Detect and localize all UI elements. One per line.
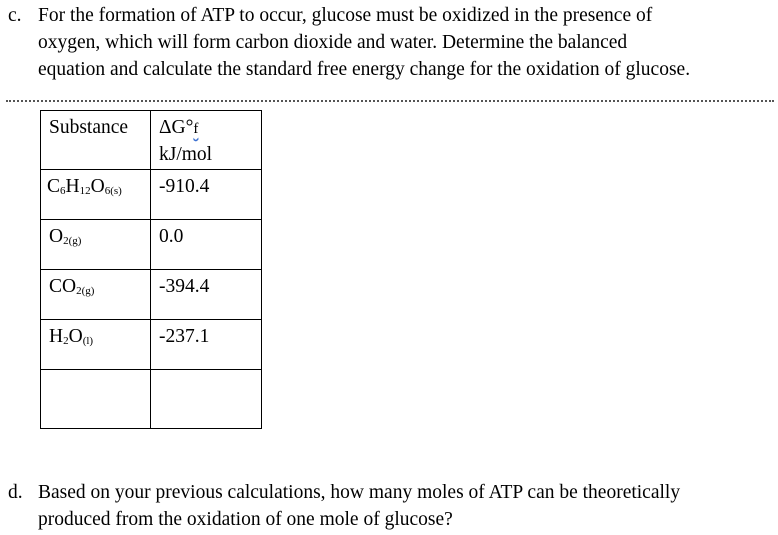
question-d-letter: d. — [8, 482, 23, 503]
table-row — [41, 220, 262, 270]
header-delta-g-symbol — [159, 117, 198, 138]
free-energy-table — [40, 110, 262, 429]
value-cell — [151, 220, 262, 270]
empty-cell — [41, 370, 151, 429]
value-cell — [151, 170, 262, 220]
dotted-divider — [6, 100, 774, 102]
question-c-letter: c. — [8, 5, 22, 26]
header-cell-substance — [41, 111, 151, 170]
delta-g-text: ΔG° — [159, 117, 194, 138]
question-d-line-1: Based on your previous calculations, how many moles of ATP can be theoretically — [38, 482, 681, 503]
substance-cell — [41, 220, 151, 270]
formula-oxygen: $O_{2(g)}$ — [49, 226, 82, 247]
table-row — [41, 270, 262, 320]
table-row-empty — [41, 370, 262, 429]
formula-water: $H_2O_{(l)}$ — [49, 326, 94, 347]
question-c — [8, 2, 778, 83]
header-unit-label: kJ/mol — [159, 144, 213, 165]
value-glucose: -910.4 — [159, 176, 210, 197]
formula-glucose: $C_6H_{12}O_{6(s)}$ — [47, 176, 122, 197]
value-cell — [151, 270, 262, 320]
substance-cell — [41, 170, 151, 220]
value-carbon-dioxide: -394.4 — [159, 276, 210, 297]
header-substance-label: Substance — [49, 117, 129, 138]
value-water: -237.1 — [159, 326, 210, 347]
question-c-line-2: oxygen, which will form carbon dioxide and water. Determine the balanced — [38, 32, 628, 53]
question-d — [8, 479, 778, 533]
question-d-text — [38, 479, 680, 533]
substance-cell — [41, 270, 151, 320]
header-cell-delta-g — [151, 111, 262, 170]
question-c-text — [38, 2, 690, 83]
table-row — [41, 320, 262, 370]
empty-cell — [151, 370, 262, 429]
question-c-line-3: equation and calculate the standard free energy change for the oxidation of glucose. — [38, 59, 691, 80]
substance-cell — [41, 320, 151, 370]
value-oxygen: 0.0 — [159, 226, 184, 247]
question-c-line-1: For the formation of ATP to occur, glucose must be oxidized in the presence of — [38, 5, 653, 26]
table-header-row — [41, 111, 262, 170]
delta-g-subscript: f — [193, 121, 199, 137]
table-row — [41, 170, 262, 220]
question-d-line-2: produced from the oxidation of one mole of glucose? — [38, 509, 453, 530]
formula-carbon-dioxide: $CO_{2(g)}$ — [49, 276, 95, 297]
value-cell — [151, 320, 262, 370]
